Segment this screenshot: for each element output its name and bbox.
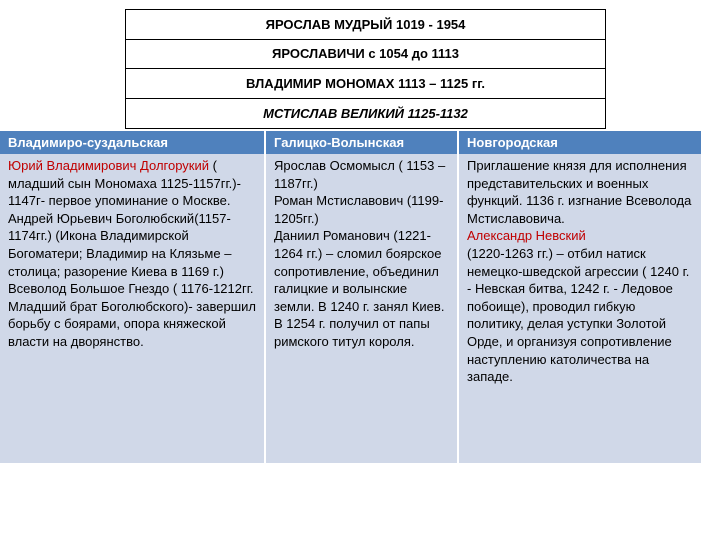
cell-novgorod: [458, 154, 701, 463]
principalities-table: [0, 131, 701, 463]
nevsky-text: (1220-1263 гг.) – отбил натиск немецко-шведской агрессии ( 1240 г. - Невская битва, 1242 г. - Ледовое побоище), проводил гибкую политику, делая уступки Золотой Орде, и организуя сопротивление наступлению католичества на западе.: [467, 245, 690, 385]
vsevolod-text: Всеволод Большое Гнездо ( 1176-1212гг. Младший брат Боголюбского)- завершил борьбу с боярами, опора княжеской власти на дворянство.: [8, 281, 256, 349]
rulers-row-monomakh: ВЛАДИМИР МОНОМАХ 1113 – 1125 гг.: [126, 69, 605, 99]
dolgoruky-text: ( младший сын Мономаха 1125-1157гг.)- 1147г- первое упоминание о Москве.: [8, 158, 241, 209]
rulers-row-yaroslavichi: ЯРОСЛАВИЧИ с 1054 до 1113: [126, 40, 605, 70]
roman-text: Роман Мстиславович (1199-1205гг.): [274, 193, 444, 226]
bogolyubsky-text: Андрей Юрьевич Боголюбский(1157-1174гг.) (Икона Владимирской Богоматери; Владимир на Клязьме – столица; разорение Киева в 1169 г.): [8, 210, 232, 279]
ruler-name-nevsky: Александр Невский: [467, 228, 586, 244]
table-header-row: [0, 131, 701, 154]
ruler-name-dolgoruky: Юрий Владимирович Долгорукий: [8, 158, 210, 173]
osmomysl-text: Ярослав Осмомысл ( 1153 – 1187гг.): [274, 158, 446, 191]
header-vladimir-suzdal: Владимиро-суздальская: [0, 131, 265, 154]
cell-galicia-volhynia: [265, 154, 458, 463]
rulers-table: [125, 9, 606, 129]
rulers-row-yaroslav: ЯРОСЛАВ МУДРЫЙ 1019 - 1954: [126, 10, 605, 40]
daniil-text: Даниил Романович (1221-1264 гг.) – сломил боярское сопротивление, объединил галицкие и волынские земли. В 1240 г. занял Киев. В 1254 г. получил от папы римского титул короля.: [274, 228, 445, 349]
rulers-row-mstislav: МСТИСЛАВ ВЕЛИКИЙ 1125-1132: [263, 105, 468, 121]
table-row: [0, 154, 701, 463]
header-galicia-volhynia: Галицко-Волынская: [265, 131, 458, 154]
cell-vladimir-suzdal: [0, 154, 265, 463]
header-novgorod: Новгородская: [458, 131, 701, 154]
novgorod-invitation-text: Приглашение князя для исполнения представительских и военных функций. 1136 г. изгнание Всеволода Мстиславовича.: [467, 158, 692, 226]
